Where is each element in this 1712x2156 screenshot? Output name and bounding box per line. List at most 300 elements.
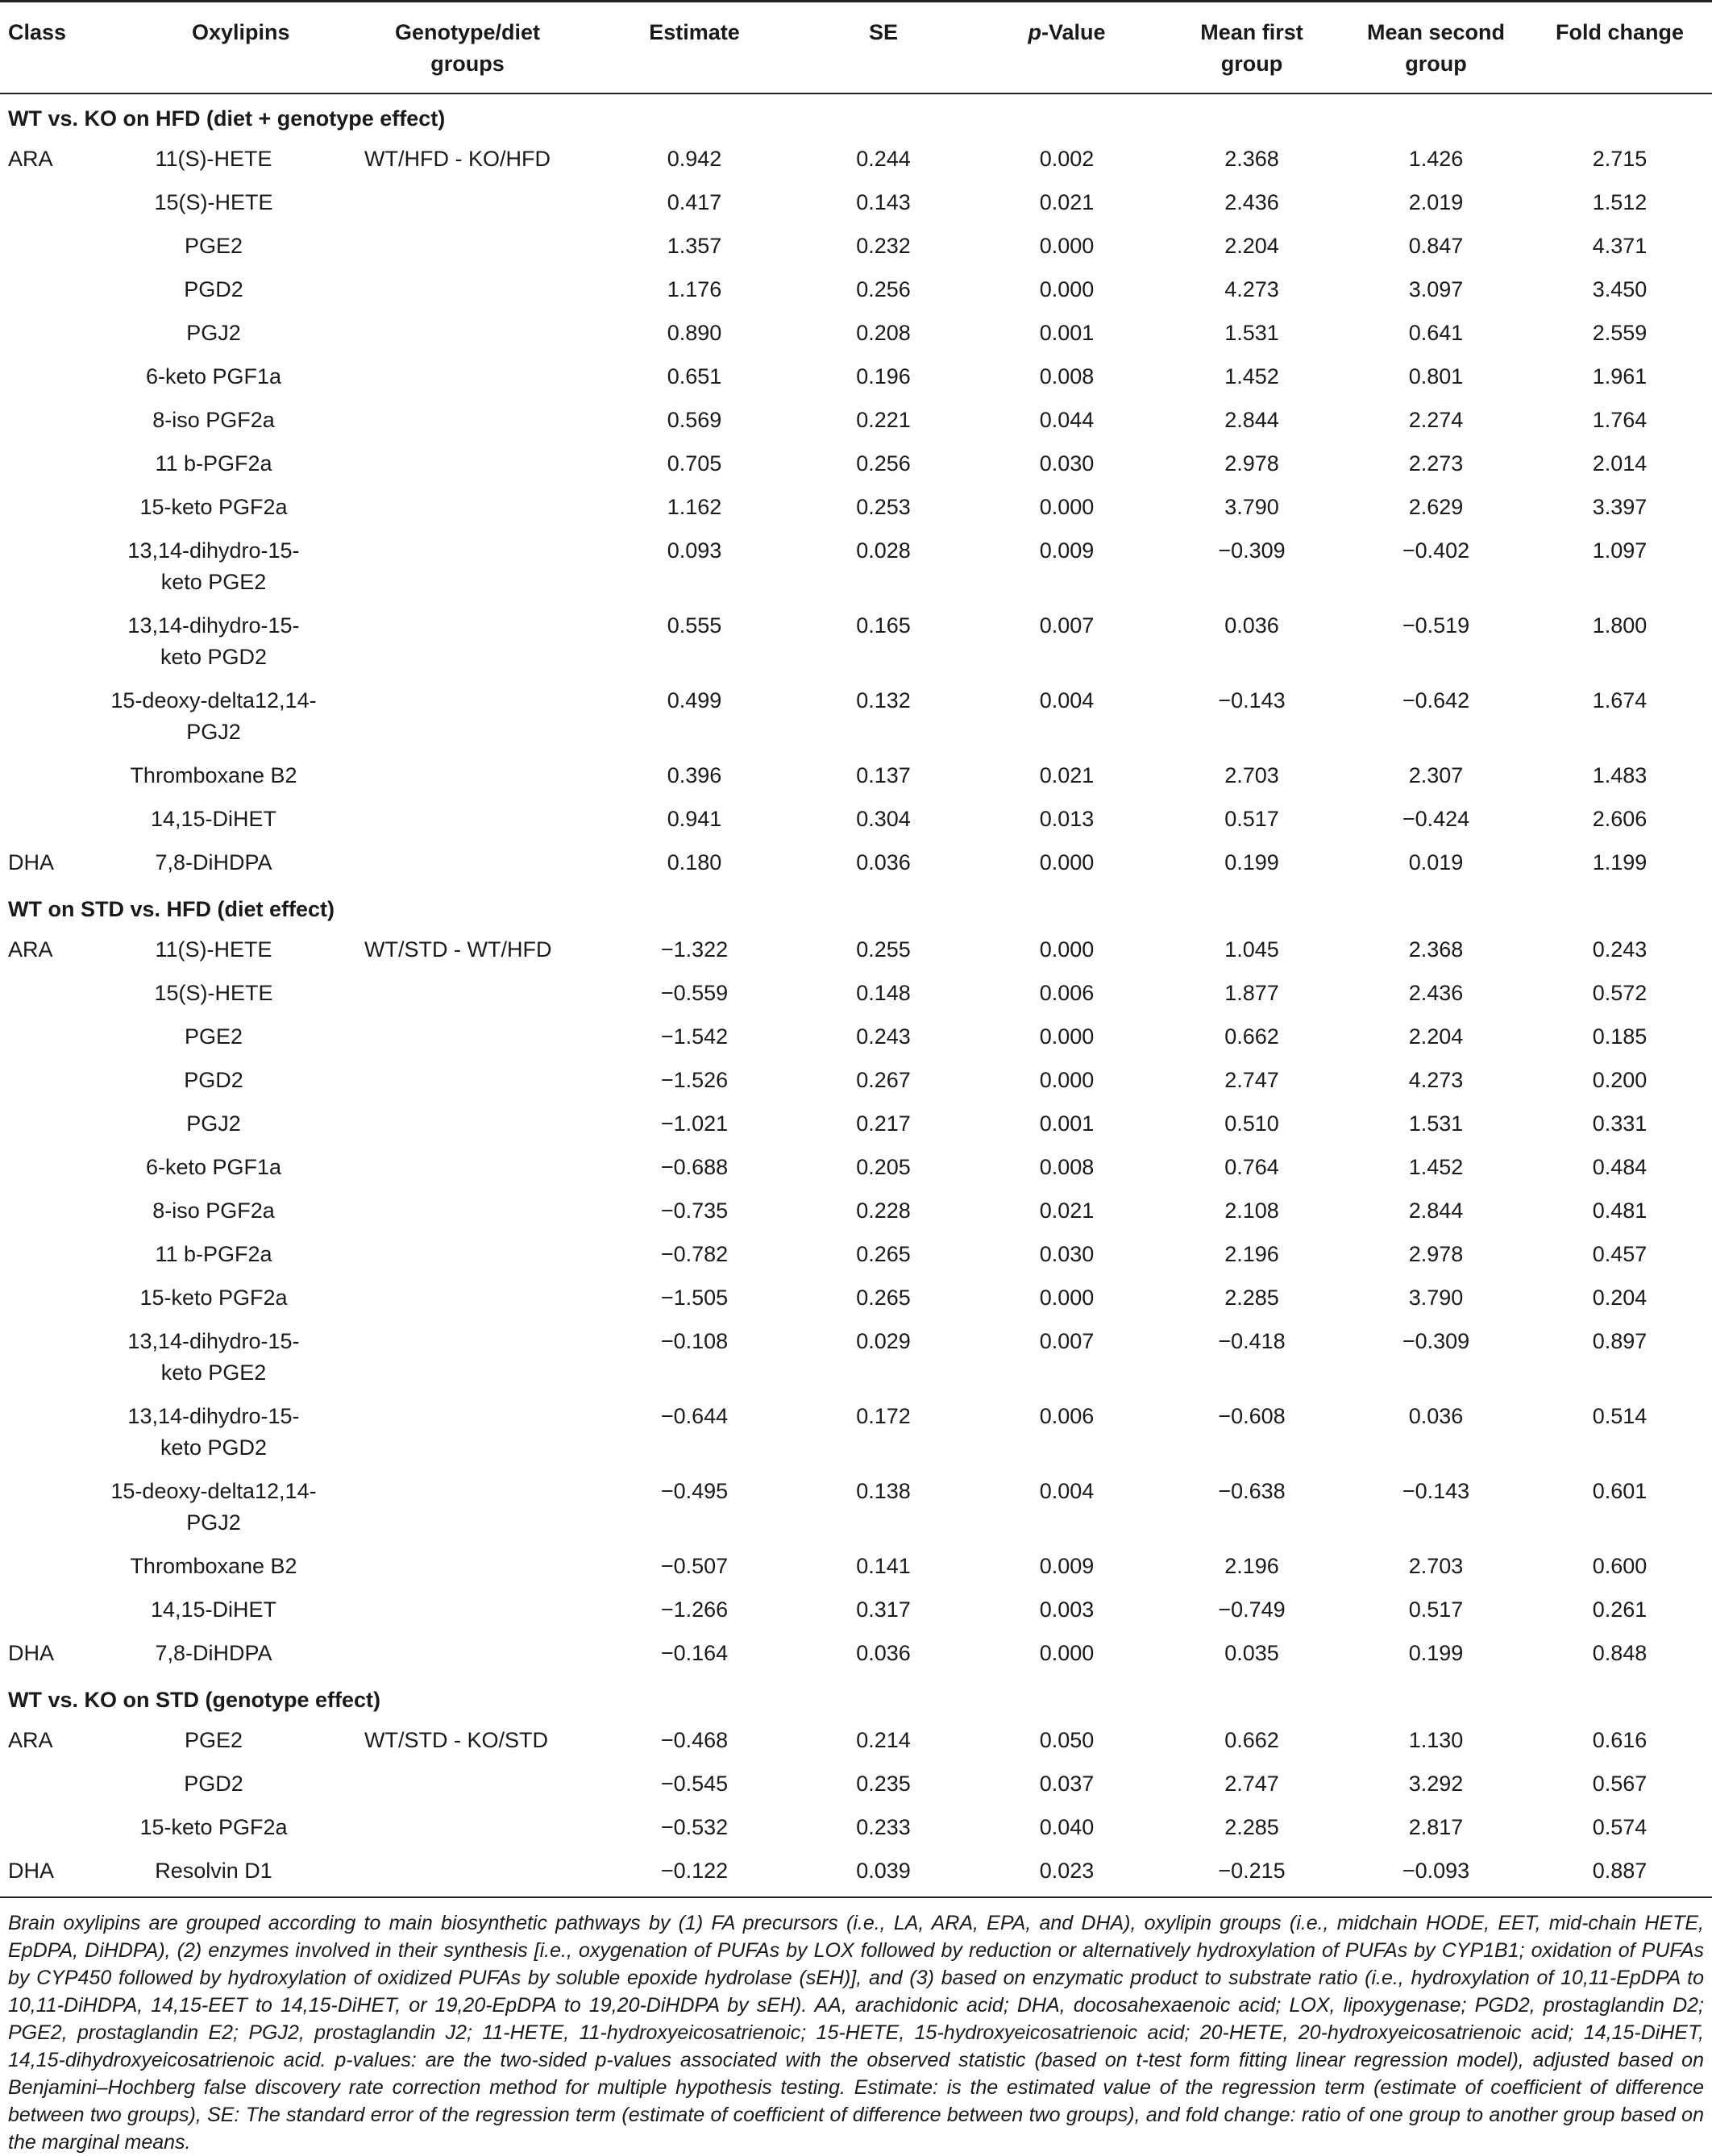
group-cell: [339, 399, 596, 442]
se-cell: 0.253: [856, 495, 911, 519]
mean-second-cell: 3.292: [1408, 1772, 1464, 1796]
mean-second-cell: 2.307: [1408, 763, 1464, 787]
mean-first-cell: 0.510: [1224, 1111, 1279, 1136]
oxylipin-cell: [89, 312, 339, 355]
fold-change-cell: 0.185: [1592, 1024, 1648, 1049]
se-cell: 0.255: [856, 937, 911, 962]
se-cell: 0.265: [856, 1242, 911, 1266]
fold-change-cell: 1.512: [1592, 190, 1648, 214]
section-header-row: [0, 1676, 1712, 1719]
table-row: [0, 138, 1712, 181]
oxylipin-cell: [89, 1545, 339, 1589]
estimate-cell: 0.942: [667, 147, 722, 171]
fold-change-cell: 0.567: [1592, 1772, 1648, 1796]
se-cell: 0.029: [856, 1329, 911, 1353]
mean-first-cell: 4.273: [1224, 277, 1279, 301]
group-cell: [339, 1470, 596, 1545]
p-value-cell: 0.021: [1039, 1198, 1095, 1223]
estimate-cell: −0.164: [660, 1641, 729, 1665]
oxylipin-name: 15-keto PGF2a: [139, 495, 288, 519]
mean-second-cell: −0.519: [1402, 613, 1470, 638]
oxylipin-name: PGD2: [184, 1772, 243, 1796]
mean-first-cell: −0.608: [1218, 1404, 1286, 1428]
class-cell: [0, 1320, 89, 1395]
oxylipin-cell: [89, 1470, 339, 1545]
group-cell: [339, 972, 596, 1016]
oxylipin-cell: [89, 679, 339, 754]
class-cell: [0, 1146, 89, 1190]
mean-second-cell: 1.426: [1408, 147, 1464, 171]
p-value-cell: 0.021: [1039, 190, 1095, 214]
mean-second-cell: −0.402: [1402, 538, 1470, 563]
oxylipin-name: PGE2: [184, 234, 243, 258]
oxylipin-cell: [89, 1806, 339, 1850]
table-row: [0, 972, 1712, 1016]
table-row: [0, 679, 1712, 754]
mean-first-cell: 1.877: [1224, 981, 1279, 1005]
estimate-cell: −0.507: [660, 1554, 729, 1578]
se-cell: 0.138: [856, 1479, 911, 1503]
header-mean2-line2: group: [1405, 52, 1467, 76]
estimate-cell: −1.322: [660, 937, 729, 962]
table-row: [0, 1103, 1712, 1146]
table-row: [0, 1470, 1712, 1545]
fold-change-cell: 4.371: [1592, 234, 1648, 258]
oxylipin-cell: [89, 1632, 339, 1676]
mean-first-cell: −0.143: [1218, 688, 1286, 712]
oxylipin-cell: [89, 442, 339, 486]
oxylipin-cell: [89, 138, 339, 181]
header-p-rest: -Value: [1041, 20, 1106, 44]
estimate-cell: 1.162: [667, 495, 722, 519]
mean-second-cell: −0.309: [1402, 1329, 1470, 1353]
oxylipin-name: 13,14-dihydro-15-keto PGD2: [127, 1404, 300, 1460]
table-row: [0, 1233, 1712, 1277]
oxylipin-name: 7,8-DiHDPA: [155, 850, 272, 874]
table-row: [0, 1146, 1712, 1190]
se-cell: 0.036: [856, 850, 911, 874]
table-row: [0, 604, 1712, 679]
class-cell: [0, 442, 89, 486]
mean-second-cell: 2.629: [1408, 495, 1464, 519]
se-cell: 0.208: [856, 321, 911, 345]
mean-first-cell: 2.196: [1224, 1554, 1279, 1578]
class-cell: [0, 486, 89, 530]
mean-first-cell: 2.978: [1224, 451, 1279, 476]
oxylipin-name: 11 b-PGF2a: [155, 451, 272, 476]
class-cell: [0, 604, 89, 679]
group-cell: [339, 355, 596, 399]
group-cell: [339, 312, 596, 355]
oxylipin-name: PGJ2: [186, 1111, 241, 1136]
header-class: Class: [8, 20, 67, 44]
header-se: SE: [868, 20, 899, 44]
fold-change-cell: 0.261: [1592, 1597, 1648, 1622]
group-cell: [339, 268, 596, 312]
table-row: [0, 754, 1712, 798]
fold-change-cell: 1.800: [1592, 613, 1648, 638]
header-fold-change: Fold change: [1555, 20, 1684, 44]
class-cell: [0, 530, 89, 604]
se-cell: 0.217: [856, 1111, 911, 1136]
p-value-cell: 0.002: [1039, 147, 1095, 171]
oxylipin-cell: [89, 399, 339, 442]
estimate-cell: 0.569: [667, 408, 722, 432]
p-value-cell: 0.000: [1039, 1641, 1095, 1665]
se-cell: 0.228: [856, 1198, 911, 1223]
group-cell: WT/STD - KO/STD: [364, 1728, 548, 1752]
p-value-cell: 0.040: [1039, 1815, 1095, 1839]
table-row: [0, 312, 1712, 355]
class-cell: DHA: [8, 850, 55, 874]
fold-change-cell: 0.204: [1592, 1286, 1648, 1310]
mean-second-cell: 3.097: [1408, 277, 1464, 301]
oxylipin-name: PGE2: [184, 1728, 243, 1752]
oxylipin-cell: [89, 1146, 339, 1190]
oxylipin-name: PGD2: [184, 277, 243, 301]
table-row: [0, 1395, 1712, 1470]
class-cell: [0, 1016, 89, 1059]
group-cell: [339, 798, 596, 841]
estimate-cell: −0.532: [660, 1815, 729, 1839]
group-cell: [339, 754, 596, 798]
oxylipin-name: 14,15-DiHET: [150, 1597, 277, 1622]
se-cell: 0.265: [856, 1286, 911, 1310]
header-row: [0, 2, 1712, 94]
class-cell: ARA: [8, 937, 53, 962]
group-cell: [339, 1395, 596, 1470]
estimate-cell: −0.108: [660, 1329, 729, 1353]
group-cell: [339, 1589, 596, 1632]
mean-second-cell: 2.273: [1408, 451, 1464, 476]
fold-change-cell: 0.200: [1592, 1068, 1648, 1092]
p-value-cell: 0.000: [1039, 234, 1095, 258]
group-cell: [339, 486, 596, 530]
mean-second-cell: 0.847: [1408, 234, 1464, 258]
mean-second-cell: 0.801: [1408, 364, 1464, 388]
mean-second-cell: 0.641: [1408, 321, 1464, 345]
mean-second-cell: −0.642: [1402, 688, 1470, 712]
oxylipin-name: Resolvin D1: [155, 1859, 272, 1883]
group-cell: [339, 604, 596, 679]
group-cell: [339, 1320, 596, 1395]
estimate-cell: 0.417: [667, 190, 722, 214]
mean-second-cell: −0.143: [1402, 1479, 1470, 1503]
oxylipin-name: Thromboxane B2: [130, 1554, 297, 1578]
class-cell: [0, 1059, 89, 1103]
p-value-cell: 0.008: [1039, 364, 1095, 388]
fold-change-cell: 3.450: [1592, 277, 1648, 301]
table-row: [0, 1806, 1712, 1850]
oxylipin-cell: [89, 928, 339, 972]
table-row: [0, 486, 1712, 530]
fold-change-cell: 2.014: [1592, 451, 1648, 476]
header-p-letter: p: [1028, 20, 1041, 44]
estimate-cell: 1.357: [667, 234, 722, 258]
estimate-cell: 0.555: [667, 613, 722, 638]
mean-first-cell: 0.035: [1224, 1641, 1279, 1665]
group-cell: [339, 1190, 596, 1233]
fold-change-cell: 2.559: [1592, 321, 1648, 345]
estimate-cell: 0.499: [667, 688, 722, 712]
oxylipin-cell: [89, 1850, 339, 1897]
se-cell: 0.165: [856, 613, 911, 638]
section-title: WT vs. KO on STD (genotype effect): [8, 1688, 381, 1712]
mean-first-cell: 2.368: [1224, 147, 1279, 171]
mean-first-cell: 0.662: [1224, 1728, 1279, 1752]
se-cell: 0.148: [856, 981, 911, 1005]
p-value-cell: 0.044: [1039, 408, 1095, 432]
mean-first-cell: 2.196: [1224, 1242, 1279, 1266]
p-value-cell: 0.009: [1039, 538, 1095, 563]
estimate-cell: −1.021: [660, 1111, 729, 1136]
oxylipin-name: 13,14-dihydro-15-keto PGD2: [127, 613, 300, 669]
p-value-cell: 0.021: [1039, 763, 1095, 787]
table-row: [0, 1320, 1712, 1395]
oxylipin-name: 15-deoxy-delta12,14-PGJ2: [110, 1479, 317, 1535]
p-value-cell: 0.007: [1039, 1329, 1095, 1353]
se-cell: 0.196: [856, 364, 911, 388]
estimate-cell: 0.180: [667, 850, 722, 874]
table-header: [0, 2, 1712, 94]
class-cell: [0, 1806, 89, 1850]
group-cell: [339, 1763, 596, 1806]
mean-first-cell: 0.764: [1224, 1155, 1279, 1179]
header-p-value: [974, 2, 1159, 94]
estimate-cell: 0.093: [667, 538, 722, 563]
table-row: [0, 1059, 1712, 1103]
fold-change-cell: 2.606: [1592, 807, 1648, 831]
p-value-cell: 0.009: [1039, 1554, 1095, 1578]
estimate-cell: −0.122: [660, 1859, 729, 1883]
fold-change-cell: 0.331: [1592, 1111, 1648, 1136]
se-cell: 0.132: [856, 688, 911, 712]
se-cell: 0.267: [856, 1068, 911, 1092]
header-oxylipins: Oxylipins: [192, 20, 290, 44]
mean-first-cell: −0.418: [1218, 1329, 1286, 1353]
p-value-cell: 0.000: [1039, 1024, 1095, 1049]
se-cell: 0.221: [856, 408, 911, 432]
group-cell: [339, 1806, 596, 1850]
mean-first-cell: 2.747: [1224, 1772, 1279, 1796]
class-cell: [0, 1277, 89, 1320]
estimate-cell: −0.735: [660, 1198, 729, 1223]
mean-first-cell: 1.045: [1224, 937, 1279, 962]
estimate-cell: 0.941: [667, 807, 722, 831]
p-value-cell: 0.000: [1039, 937, 1095, 962]
table-row: [0, 1545, 1712, 1589]
estimate-cell: 0.890: [667, 321, 722, 345]
table-row: [0, 355, 1712, 399]
estimate-cell: 0.705: [667, 451, 722, 476]
table-row: [0, 1589, 1712, 1632]
se-cell: 0.036: [856, 1641, 911, 1665]
table-row: [0, 1850, 1712, 1897]
estimate-cell: 1.176: [667, 277, 722, 301]
oxylipin-cell: [89, 181, 339, 225]
section-header-row: [0, 93, 1712, 138]
mean-second-cell: 2.204: [1408, 1024, 1464, 1049]
se-cell: 0.028: [856, 538, 911, 563]
se-cell: 0.233: [856, 1815, 911, 1839]
group-cell: [339, 530, 596, 604]
table-caption: Brain oxylipins are grouped according to main biosynthetic pathways by (1) FA precursors (i.e., LA, ARA, EPA, and DHA), oxylipin groups (i.e., midchain HODE, EET, mid-chain HETE, EpDPA, DiHDPA), (2) enzymes involved in their synthesis [i.e., oxygenation of PUFAs by LOX followed by reduction or alternatively hydroxylation of PUFAs by CYP1B1; oxidation of PUFAs by CYP450 followed by hydroxylation of oxidized PUFAs by soluble epoxide hydrolase (sEH)], and (3) based on enzymatic product to substrate ratio (i.e., hydroxylation of 10,11-EpDPA to 10,11-DiHDPA, 14,15-EET to 14,15-DiHET, or 19,20-EpDPA to 19,20-DiHDPA by sEH). AA, arachidonic acid; DHA, docosahexaenoic acid; LOX, lipoxygenase; PGD2, prostaglandin D2; PGE2, prostaglandin E2; PGJ2, prostaglandin J2; 11-HETE, 11-hydroxyeicosatrienoic; 15-HETE, 15-hydroxyeicosatrienoic acid; 20-HETE, 20-hydroxyeicosatrienoic acid; 14,15-DiHET, 14,15-dihydroxyeicosatrienoic acid. p-values: are the two-sided p-values associated with the observed statistic (based on t-test form fitting linear regression model), adjusted based on Benjamini–Hochberg false discovery rate correction method for multiple hypothesis testing. Estimate: is the estimated value of the regression term (estimate of coefficient of difference between two groups), SE: The standard error of the regression term (estimate of coefficient of difference between two groups), and fold change: ratio of one group to another group based on the marginal means.: [8, 1912, 1704, 2154]
p-value-cell: 0.000: [1039, 277, 1095, 301]
class-cell: [0, 798, 89, 841]
class-cell: [0, 1395, 89, 1470]
oxylipin-cell: [89, 604, 339, 679]
class-cell: [0, 225, 89, 268]
class-cell: [0, 312, 89, 355]
group-cell: [339, 1016, 596, 1059]
mean-first-cell: 2.204: [1224, 234, 1279, 258]
fold-change-cell: 0.484: [1592, 1155, 1648, 1179]
mean-second-cell: 1.130: [1408, 1728, 1464, 1752]
mean-first-cell: −0.749: [1218, 1597, 1286, 1622]
oxylipin-name: 15-deoxy-delta12,14-PGJ2: [110, 688, 317, 744]
fold-change-cell: 0.574: [1592, 1815, 1648, 1839]
group-cell: [339, 1632, 596, 1676]
p-value-cell: 0.050: [1039, 1728, 1095, 1752]
oxylipin-cell: [89, 1190, 339, 1233]
mean-second-cell: 2.978: [1408, 1242, 1464, 1266]
mean-second-cell: 2.844: [1408, 1198, 1464, 1223]
table-row: [0, 798, 1712, 841]
se-cell: 0.137: [856, 763, 911, 787]
oxylipin-name: 8-iso PGF2a: [152, 1198, 275, 1223]
header-mean-first-group: [1159, 2, 1344, 94]
estimate-cell: −1.542: [660, 1024, 729, 1049]
class-cell: [0, 399, 89, 442]
mean-second-cell: 0.199: [1408, 1641, 1464, 1665]
fold-change-cell: 0.887: [1592, 1859, 1648, 1883]
class-cell: [0, 1763, 89, 1806]
oxylipin-cell: [89, 798, 339, 841]
fold-change-cell: 1.483: [1592, 763, 1648, 787]
oxylipin-name: 7,8-DiHDPA: [155, 1641, 272, 1665]
oxylipin-cell: [89, 1233, 339, 1277]
mean-second-cell: 0.036: [1408, 1404, 1464, 1428]
estimate-cell: −0.688: [660, 1155, 729, 1179]
oxylipin-name: Thromboxane B2: [130, 763, 297, 787]
group-cell: [339, 1233, 596, 1277]
se-cell: 0.244: [856, 147, 911, 171]
oxylipin-cell: [89, 972, 339, 1016]
header-group-line2: groups: [430, 52, 505, 76]
table-row: [0, 225, 1712, 268]
mean-first-cell: 2.703: [1224, 763, 1279, 787]
class-cell: [0, 1103, 89, 1146]
mean-second-cell: −0.424: [1402, 807, 1470, 831]
oxylipin-cell: [89, 486, 339, 530]
oxylipin-name: 6-keto PGF1a: [145, 364, 282, 388]
header-genotype-diet-groups: [339, 2, 596, 94]
table-row: [0, 399, 1712, 442]
p-value-cell: 0.013: [1039, 807, 1095, 831]
oxylipin-name: 13,14-dihydro-15-keto PGE2: [127, 538, 300, 594]
fold-change-cell: 0.601: [1592, 1479, 1648, 1503]
class-cell: [0, 1589, 89, 1632]
header-mean1-line2: group: [1220, 52, 1283, 76]
estimate-cell: 0.651: [667, 364, 722, 388]
estimate-cell: 0.396: [667, 763, 722, 787]
table-row: [0, 1763, 1712, 1806]
p-value-cell: 0.000: [1039, 850, 1095, 874]
oxylipin-cell: [89, 1320, 339, 1395]
p-value-cell: 0.000: [1039, 495, 1095, 519]
class-cell: [0, 754, 89, 798]
p-value-cell: 0.030: [1039, 1242, 1095, 1266]
mean-second-cell: 0.019: [1408, 850, 1464, 874]
se-cell: 0.235: [856, 1772, 911, 1796]
mean-second-cell: 2.274: [1408, 408, 1464, 432]
fold-change-cell: 1.961: [1592, 364, 1648, 388]
p-value-cell: 0.004: [1039, 1479, 1095, 1503]
fold-change-cell: 0.457: [1592, 1242, 1648, 1266]
fold-change-cell: 0.600: [1592, 1554, 1648, 1578]
oxylipin-cell: [89, 268, 339, 312]
mean-first-cell: 1.531: [1224, 321, 1279, 345]
p-value-cell: 0.000: [1039, 1068, 1095, 1092]
table-row: [0, 1277, 1712, 1320]
oxylipin-name: 6-keto PGF1a: [145, 1155, 282, 1179]
oxylipin-name: 13,14-dihydro-15-keto PGE2: [127, 1329, 300, 1385]
section-title: WT vs. KO on HFD (diet + genotype effect): [8, 106, 446, 131]
p-value-cell: 0.037: [1039, 1772, 1095, 1796]
fold-change-cell: 0.897: [1592, 1329, 1648, 1353]
oxylipin-name: 15-keto PGF2a: [139, 1286, 288, 1310]
table-row: [0, 530, 1712, 604]
fold-change-cell: 0.616: [1592, 1728, 1648, 1752]
group-cell: [339, 841, 596, 885]
oxylipin-cell: [89, 225, 339, 268]
oxylipin-cell: [89, 1059, 339, 1103]
mean-first-cell: 2.747: [1224, 1068, 1279, 1092]
oxylipin-cell: [89, 355, 339, 399]
oxylipin-cell: [89, 1103, 339, 1146]
header-estimate: Estimate: [649, 20, 740, 44]
group-cell: [339, 1103, 596, 1146]
fold-change-cell: 2.715: [1592, 147, 1648, 171]
class-cell: [0, 972, 89, 1016]
se-cell: 0.141: [856, 1554, 911, 1578]
estimate-cell: −0.545: [660, 1772, 729, 1796]
oxylipin-cell: [89, 841, 339, 885]
se-cell: 0.243: [856, 1024, 911, 1049]
se-cell: 0.256: [856, 451, 911, 476]
p-value-cell: 0.006: [1039, 981, 1095, 1005]
estimate-cell: −0.644: [660, 1404, 729, 1428]
fold-change-cell: 0.514: [1592, 1404, 1648, 1428]
oxylipin-name: 8-iso PGF2a: [152, 408, 275, 432]
header-group-line1: Genotype/diet: [394, 20, 541, 44]
table-row: [0, 442, 1712, 486]
mean-first-cell: 2.108: [1224, 1198, 1279, 1223]
mean-second-cell: 1.531: [1408, 1111, 1464, 1136]
oxylipin-name: PGD2: [184, 1068, 243, 1092]
mean-second-cell: 2.019: [1408, 190, 1464, 214]
mean-first-cell: 2.285: [1224, 1286, 1279, 1310]
p-value-cell: 0.001: [1039, 1111, 1095, 1136]
mean-first-cell: 1.452: [1224, 364, 1279, 388]
estimate-cell: −0.495: [660, 1479, 729, 1503]
mean-first-cell: −0.309: [1218, 538, 1286, 563]
table-body: [0, 93, 1712, 1897]
oxylipin-name: 15-keto PGF2a: [139, 1815, 288, 1839]
se-cell: 0.317: [856, 1597, 911, 1622]
mean-second-cell: 2.436: [1408, 981, 1464, 1005]
table-row: [0, 181, 1712, 225]
